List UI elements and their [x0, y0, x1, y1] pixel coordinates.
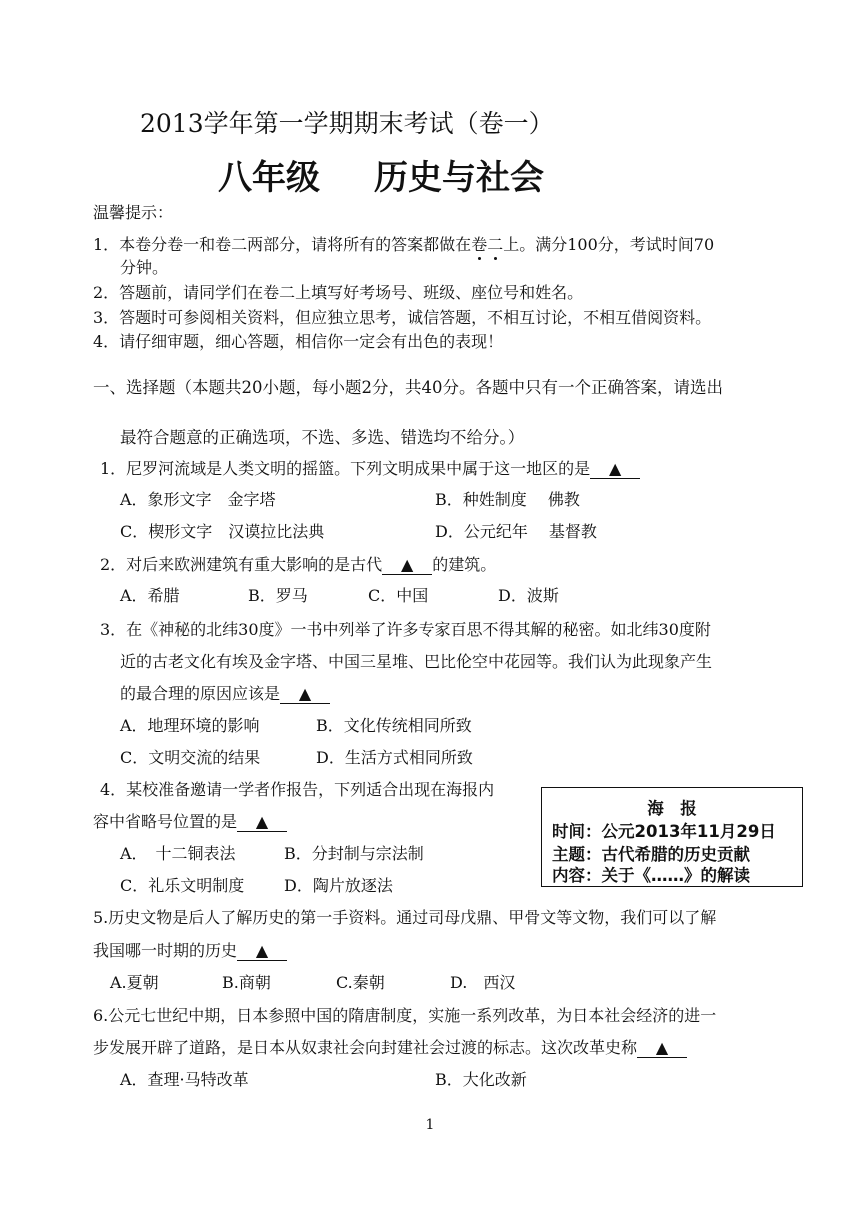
question-4-line-2: 容中省略号位置的是 ▲	[93, 811, 287, 833]
tips-item-1-cont: 分钟。	[120, 258, 169, 277]
grade-label: 八年级	[218, 158, 320, 198]
q3-option-d: D．生活方式相同所致	[316, 748, 473, 767]
q2-option-c: C．中国	[368, 586, 429, 605]
q5-option-c: C.秦朝	[336, 973, 385, 992]
poster-content: 内容：关于《……》的解读	[552, 866, 750, 885]
answer-blank: ▲	[237, 813, 287, 832]
question-5-line-2: 我国哪一时期的历史 ▲	[93, 940, 287, 962]
poster-box	[541, 787, 803, 887]
question-3-line-3: 的最合理的原因应该是 ▲	[120, 683, 330, 705]
answer-blank: ▲	[280, 685, 330, 704]
q5-option-a: A.夏朝	[110, 973, 159, 992]
tips-item-1: 1．本卷分卷一和卷二两部分，请将所有的答案都做在卷二上。满分100分，考试时间70	[93, 235, 715, 254]
q3-option-b: B．文化传统相同所致	[316, 716, 472, 735]
answer-blank: ▲	[590, 460, 640, 479]
q2-option-b: B．罗马	[248, 586, 308, 605]
q5-option-b: B.商朝	[222, 973, 271, 992]
question-2-stem: 2．对后来欧洲建筑有重大影响的是古代 ▲ 的建筑。	[100, 555, 497, 574]
answer-blank: ▲	[637, 1039, 687, 1058]
poster-title: 海 报	[647, 799, 697, 818]
tips-item-3: 3．答题时可参阅相关资料，但应独立思考，诚信答题，不相互讨论，不相互借阅资料。	[93, 308, 712, 327]
question-3-line-1: 3．在《神秘的北纬30度》一书中列举了许多专家百思不得其解的秘密。如北纬30度附	[100, 620, 711, 639]
answer-blank: ▲	[237, 942, 287, 961]
q6-option-a: A．查理·马特改革	[120, 1070, 249, 1089]
poster-time: 时间：公元2013年11月29日	[552, 822, 776, 841]
question-6-line-2: 步发展开辟了道路，是日本从奴隶社会向封建社会过渡的标志。这次改革史称 ▲	[93, 1037, 687, 1059]
q3-option-c: C．文明交流的结果	[120, 748, 261, 767]
q2-option-a: A．希腊	[120, 586, 180, 605]
tips-heading: 温馨提示：	[93, 203, 174, 222]
q1-option-d: D．公元纪年 基督教	[435, 522, 597, 541]
q4-option-d: D．陶片放逐法	[284, 876, 393, 895]
answer-blank: ▲	[382, 556, 432, 575]
q5-option-d: D. 西汉	[450, 973, 516, 992]
exam-title: 2013学年第一学期期末考试（卷一）	[140, 109, 554, 138]
question-3-line-2: 近的古老文化有埃及金字塔、中国三星堆、巴比伦空中花园等。我们认为此现象产生	[120, 652, 713, 671]
q1-option-c: C．楔形文字 汉谟拉比法典	[120, 522, 325, 541]
q4-option-b: B．分封制与宗法制	[284, 844, 424, 863]
q2-option-d: D．波斯	[498, 586, 559, 605]
page-number: 1	[425, 1117, 435, 1133]
tips-item-2: 2．答题前，请同学们在卷二上填写好考场号、班级、座位号和姓名。	[93, 283, 584, 302]
subject-title	[218, 150, 544, 199]
question-1-stem: 1．尼罗河流域是人类文明的摇篮。下列文明成果中属于这一地区的是 ▲	[100, 458, 640, 480]
section-heading: 一、选择题（本题共20小题，每小题2分，共40分。各题中只有一个正确答案，请选出	[93, 378, 723, 397]
q1-option-b: B．种姓制度 佛教	[435, 490, 580, 509]
question-4-line-1: 4．某校准备邀请一学者作报告，下列适合出现在海报内	[100, 780, 495, 799]
q6-option-b: B．大化改新	[435, 1070, 527, 1089]
q4-option-a: A． 十二铜表法	[120, 844, 236, 863]
subject-label: 历史与社会	[374, 158, 544, 198]
q4-option-c: C．礼乐文明制度	[120, 876, 245, 895]
question-6-line-1: 6.公元七世纪中期，日本参照中国的隋唐制度，实施一系列改革，为日本社会经济的进一	[93, 1006, 717, 1025]
q1-option-a: A．象形文字 金字塔	[120, 490, 276, 509]
tips-item-4: 4．请仔细审题，细心答题，相信你一定会有出色的表现！	[93, 332, 504, 351]
q3-option-a: A．地理环境的影响	[120, 716, 260, 735]
poster-theme: 主题：古代希腊的历史贡献	[552, 845, 750, 864]
question-5-line-1: 5.历史文物是后人了解历史的第一手资料。通过司母戊鼎、甲骨文等文物，我们可以了解	[93, 908, 717, 927]
section-heading-cont: 最符合题意的正确选项，不选、多选、错选均不给分。）	[120, 428, 525, 447]
